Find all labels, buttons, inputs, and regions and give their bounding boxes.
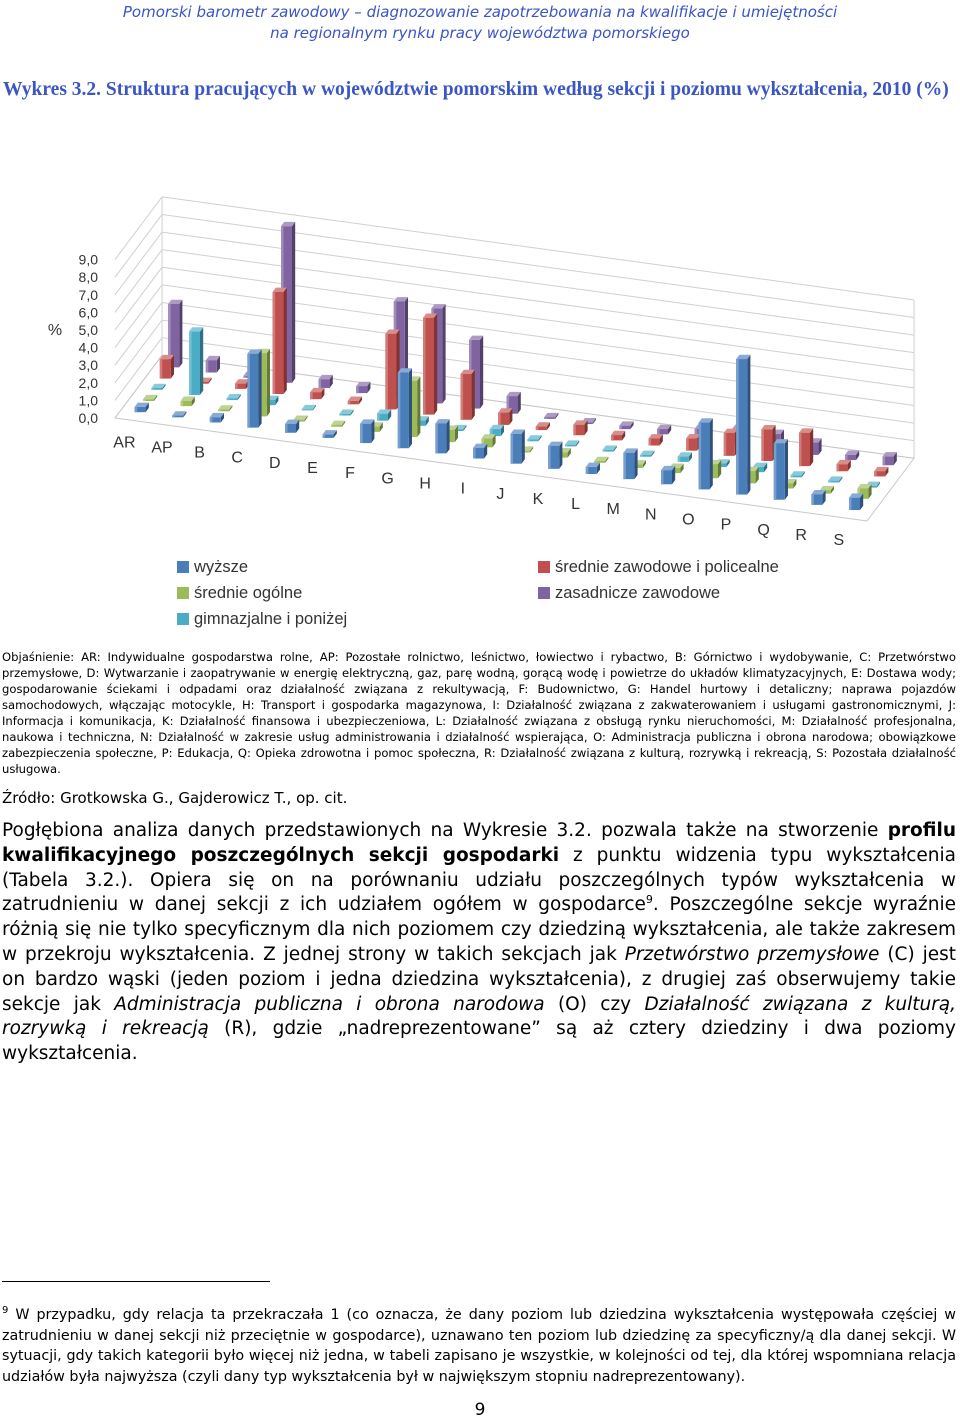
chart-bar bbox=[611, 431, 625, 441]
chart-bar bbox=[319, 375, 333, 388]
chart-y-tick-label: 8,0 bbox=[78, 269, 98, 286]
paragraph-text: z punktu widzenia typu wykształcenia (Tabela 3.2.). Opiera się on na porównaniu udziału poszczególnych typów wykształcenia w zatrudnieniu w danej sekcji z ich udziałem ogółem w gospodarce bbox=[2, 844, 956, 916]
paragraph-text: (O) czy bbox=[544, 993, 645, 1015]
chart-y-tick-label: 6,0 bbox=[78, 304, 98, 321]
chart-y-tick-label: 7,0 bbox=[78, 286, 98, 303]
chart-gridline bbox=[115, 338, 162, 401]
chart-bar bbox=[774, 439, 788, 500]
legend-label-wyzsze: wyższe bbox=[194, 558, 249, 576]
chart-gridline bbox=[162, 197, 914, 300]
chart-x-tick-label: B bbox=[194, 444, 205, 462]
chart-bar bbox=[623, 448, 637, 479]
chart-gridline bbox=[115, 320, 162, 383]
chart-y-tick-label: 3,0 bbox=[78, 357, 98, 374]
chart-gridline bbox=[115, 285, 162, 348]
chart-bar bbox=[837, 460, 851, 471]
legend-swatch-zasadnicze-zawodowe bbox=[538, 587, 550, 599]
chart-bar bbox=[724, 429, 738, 456]
chart-bar bbox=[828, 476, 842, 482]
chart-bar bbox=[331, 421, 345, 427]
chart-bar bbox=[573, 420, 587, 435]
chart-x-tick-label: Q bbox=[757, 521, 770, 539]
chart-bar bbox=[799, 428, 813, 466]
paragraph-italic: Działalność związana z kulturą, rozrywką i rekreacją bbox=[2, 993, 957, 1040]
chart-y-tick-label: 0,0 bbox=[78, 410, 98, 426]
chart-x-tick-label: AP bbox=[151, 439, 173, 457]
chart-bar bbox=[227, 394, 241, 400]
paragraph-text: . Poszczególne sekcje wyraźnie różnią się nie tylko specyficznym dla nich poziomem czy dziedziną wykształcenia, ale także zakresem w przekroju wykształcenia. Z jednej strony w takich sekcjach jak bbox=[2, 894, 957, 965]
legend-label-srednie-zawodowe: średnie zawodowe i policealne bbox=[555, 558, 779, 576]
paragraph-italic: Administracja publiczna i obrona narodowa bbox=[114, 993, 545, 1015]
chart-note: Objaśnienie: AR: Indywidualne gospodarstwa rolne, AP: Pozostałe rolnictwo, leśnictwo, łowiectwo i rybactwo, B: Górnictwo i wydobywanie, C: Przetwórstwo przemysłowe, D: Wytwarzanie i zaopatrywanie w energię elektryczną, gaz, parę wodną, gorącą wodę i powietrze do układów klimatyzacyjnych, E: Dostawa wody; gospodarowanie ściekami i odpadami oraz działalność związana z rekultywacją, F: Budownictwo, G: Handel hurtowy i detaliczny; naprawa pojazdów samochodowych, włączając motocykle, H: Transport i gospodarka magazynowa, I: Działalność związana z zakwaterowaniem i usługami gastronomicznymi, J: Informacja i komunikacja, K: Działalność finansowa i ubezpieczeniowa, L: Działalność związana z obsługą rynku nieruchomości, M: Działalność profesjonalna, naukowa i techniczna, N: Działalność w zakresie usług administrowania i działalność wspierająca, O: Administracja publiczna i obrona narodowa; obowiązkowe zabezpieczenia społeczne, P: Edukacja, Q: Opieka zdrowotna i pomoc społeczna, R: Działalność związana z kulturą, rozrywką i rekreacją, S: Pozostała działalność usługowa. bbox=[2, 650, 956, 776]
chart-bar bbox=[461, 370, 475, 420]
chart-x-tick-label: I bbox=[460, 480, 466, 498]
chart-bar bbox=[527, 435, 541, 441]
paragraph-bold: profilu kwalifikacyjnego poszczególnych sekcji gospodarki bbox=[2, 820, 956, 866]
chart-x-tick-label: O bbox=[682, 511, 695, 529]
chart-bar bbox=[160, 355, 174, 379]
paragraph-text: Pogłębiona analiza danych przedstawionych na Wykresie 3.2. pozwala także na stworzenie bbox=[2, 820, 888, 841]
chart-gridline bbox=[115, 267, 162, 330]
chart-bar bbox=[206, 356, 220, 373]
chart-x-tick-label: N bbox=[645, 506, 657, 524]
legend-swatch-wyzsze bbox=[177, 561, 189, 573]
paragraph-text: (C) jest on bardzo wąski (jeden poziom i jedna dziedzina wykształcenia), z drugiej zaś obserwujemy takie sekcje jak bbox=[2, 943, 957, 1015]
chart-bar bbox=[339, 409, 353, 415]
chart-bar bbox=[348, 397, 362, 405]
chart-gridline bbox=[115, 197, 162, 260]
chart-x-tick-label: L bbox=[571, 496, 581, 514]
chart-bar bbox=[360, 419, 374, 443]
chart-y-tick-label: 5,0 bbox=[78, 322, 98, 338]
chart-bar bbox=[678, 452, 692, 462]
chart-bar bbox=[511, 429, 525, 463]
chart-bar bbox=[143, 395, 157, 401]
legend-label-zasadnicze-zawodowe: zasadnicze zawodowe bbox=[555, 584, 721, 602]
chart-x-tick-label: G bbox=[381, 470, 394, 488]
chart-gridline bbox=[115, 232, 162, 295]
chart-bar bbox=[323, 430, 337, 438]
chart-bar bbox=[699, 418, 713, 489]
chart-bar bbox=[649, 434, 663, 445]
chart-bar bbox=[302, 405, 316, 411]
chart-bar bbox=[473, 444, 487, 459]
legend-label-gimnazjalne: gimnazjalne i poniżej bbox=[194, 610, 348, 628]
chart-bar bbox=[172, 411, 186, 417]
chart-bar bbox=[874, 467, 888, 477]
chart-bar bbox=[273, 288, 287, 394]
chart-bar bbox=[544, 413, 558, 419]
chart-x-tick-label: D bbox=[269, 454, 281, 472]
chart-bar bbox=[811, 490, 825, 505]
chart-bar bbox=[603, 446, 617, 452]
chart-x-tick-label: E bbox=[307, 460, 318, 478]
chart-gridline bbox=[115, 302, 162, 365]
chart-y-axis bbox=[79, 252, 99, 426]
chart-y-tick-label: 4,0 bbox=[78, 339, 98, 356]
chart-bar bbox=[189, 327, 203, 395]
header-line-1: Pomorski barometr zawodowy – diagnozowanie zapotrzebowania na kwalifikacje i umiejętności bbox=[122, 3, 838, 21]
chart-bar bbox=[548, 442, 562, 469]
chart-x-tick-label: J bbox=[496, 485, 505, 503]
running-header bbox=[0, 2, 960, 44]
footnote-text: W przypadku, gdy relacja ta przekraczała 1 (co oznacza, że dany poziom lub dziedzina wykształcenia występowała częściej w zatrudnieniu w danej sekcji niż przeciętnie w gospodarce), uznawano ten poziom lub dziedzinę za specyficzny/ą dla danej sekcji. W sytuacji, gdy takich kategorii było więcej niż jedna, w tabeli zapisano je wszystkie, w kolejności od tej, dla której wspomniana relacja udziałów była najwyższa (czyli dany typ wykształcenia był w największym stopniu nadreprezentowany). bbox=[2, 1307, 956, 1385]
chart-x-tick-label: S bbox=[833, 532, 845, 550]
page-number: 9 bbox=[474, 1400, 486, 1420]
chart-bar bbox=[135, 403, 149, 413]
chart-legend bbox=[0, 558, 960, 638]
chart-bars bbox=[135, 222, 897, 510]
chart-bar bbox=[247, 349, 261, 427]
chart-bar bbox=[761, 425, 775, 461]
chart-bar bbox=[498, 408, 512, 425]
chart-bar bbox=[398, 368, 412, 448]
chart-bar bbox=[586, 463, 600, 474]
chart bbox=[0, 230, 960, 550]
chart-bar bbox=[151, 384, 165, 390]
header-line-2: na regionalnym rynku pracy województwa pomorskiego bbox=[270, 24, 690, 42]
chart-x-tick-label: C bbox=[231, 449, 243, 467]
footnote bbox=[2, 1305, 956, 1387]
chart-x-tick-label: M bbox=[606, 501, 620, 519]
legend-swatch-gimnazjalne bbox=[177, 613, 189, 625]
body-paragraph bbox=[2, 819, 956, 1067]
legend-swatch-srednie-ogolne bbox=[177, 587, 189, 599]
chart-bar bbox=[883, 452, 897, 465]
chart-bar bbox=[845, 450, 859, 460]
chart-bar bbox=[423, 314, 437, 415]
paragraph-italic: Przetwórstwo przemysłowe bbox=[624, 943, 880, 965]
source-line: Źródło: Grotkowska G., Gajderowicz T., op. cit. bbox=[2, 789, 348, 807]
chart-bar bbox=[435, 419, 449, 453]
chart-bar bbox=[181, 397, 195, 407]
chart-bar bbox=[736, 355, 750, 495]
chart-bar bbox=[218, 405, 232, 411]
chart-y-axis-label: % bbox=[47, 322, 63, 339]
chart-y-tick-label: 2,0 bbox=[78, 374, 98, 391]
footnote-rule bbox=[2, 1281, 270, 1282]
footnote-number: 9 bbox=[2, 1305, 9, 1317]
chart-bar bbox=[619, 421, 633, 429]
figure-title: Wykres 3.2. Struktura pracujących w województwie pomorskim według sekcji i poziomu wykształcenia, 2010 (%) bbox=[3, 79, 949, 100]
chart-bar bbox=[791, 471, 805, 477]
chart-gridline bbox=[115, 214, 162, 277]
chart-bar bbox=[686, 434, 700, 451]
chart-x-tick-label: AR bbox=[113, 434, 136, 452]
chart-x-tick-label: F bbox=[345, 465, 355, 483]
chart-bar bbox=[661, 466, 675, 484]
chart-y-tick-label: 9,0 bbox=[78, 251, 98, 268]
chart-x-tick-label: P bbox=[720, 516, 732, 534]
chart-bar bbox=[235, 379, 249, 389]
chart-x-tick-label: H bbox=[419, 475, 431, 493]
chart-x-tick-label: R bbox=[795, 526, 807, 544]
chart-bar bbox=[356, 382, 370, 393]
legend-swatch-srednie-zawodowe bbox=[538, 561, 550, 573]
chart-bar bbox=[849, 493, 863, 510]
chart-bar bbox=[594, 457, 608, 463]
chart-bar bbox=[565, 440, 579, 446]
chart-gridline bbox=[115, 250, 162, 313]
chart-bar bbox=[657, 425, 671, 435]
chart-x-tick-label: K bbox=[532, 490, 544, 508]
chart-bar bbox=[385, 329, 399, 409]
chart-bar bbox=[210, 413, 224, 423]
chart-bar bbox=[536, 422, 550, 430]
footnote-ref[interactable]: 9 bbox=[645, 893, 653, 907]
chart-bar bbox=[285, 420, 299, 433]
paragraph-text: (R), gdzie „nadreprezentowane” są aż cztery dziedziny i dwa poziomy wykształcenia. bbox=[2, 1018, 956, 1065]
chart-bar bbox=[377, 409, 391, 420]
legend-label-srednie-ogolne: średnie ogólne bbox=[194, 584, 303, 602]
chart-bar bbox=[310, 388, 324, 399]
chart-bar bbox=[640, 451, 654, 457]
chart-y-tick-label: 1,0 bbox=[78, 392, 98, 409]
